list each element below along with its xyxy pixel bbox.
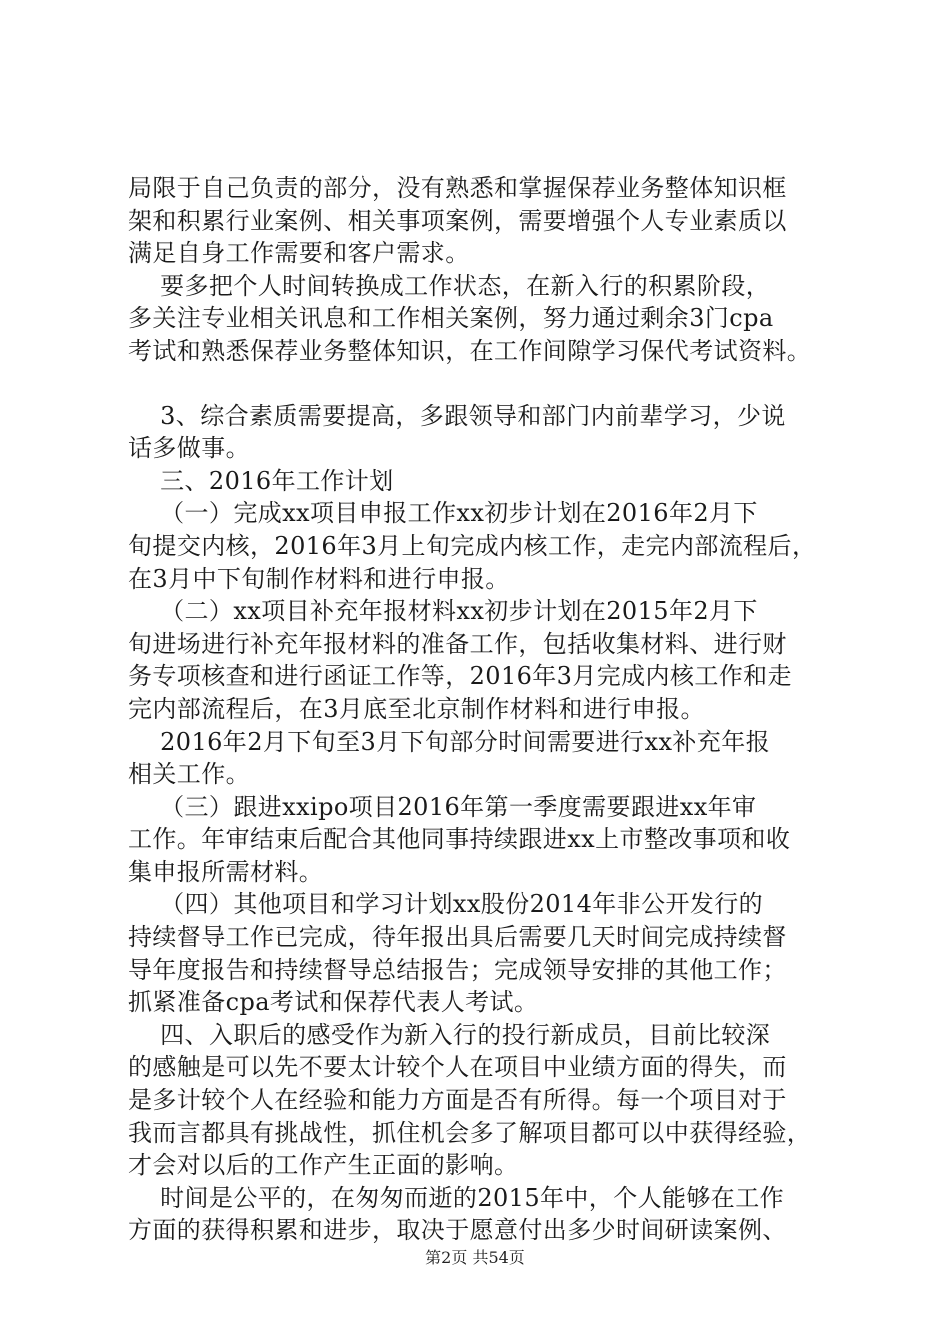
paragraph-2: 要多把个人时间转换成工作状态，在新入行的积累阶段， 多关注专业相关讯息和工作相关案例，努力通过剩余3门cpa 考试和熟悉保荐业务整体知识，在工作间隙学习保代考试资料。: [128, 271, 812, 365]
paragraph-plan-3: （三）跟进xxipo项目2016年第一季度需要跟进xx年审 工作。年审结束后配合其他同事持续跟进xx上市整改事项和收 集申报所需材料。: [128, 792, 791, 886]
paragraph-plan-1: （一）完成xx项目申报工作xx初步计划在2016年2月下 旬提交内核，2016年3月上旬完成内核工作，走完内部流程后， 在3月中下旬制作材料和进行申报。: [128, 499, 817, 593]
section-heading-work-plan: 三、2016年工作计划: [128, 466, 394, 495]
paragraph-1: 局限于自己负责的部分，没有熟悉和掌握保荐业务整体知识框 架和积累行业案例、相关事项案例，需要增强个人专业素质以 满足自身工作需要和客户需求。: [128, 174, 787, 268]
paragraph-plan-2-note: 2016年2月下旬至3月下旬部分时间需要进行xx补充年报 相关工作。: [128, 727, 771, 789]
paragraph-plan-4: （四）其他项目和学习计划xx股份2014年非公开发行的 持续督导工作已完成，待年报出具后需要几天时间完成持续督 导年度报告和持续督导总结报告；完成领导安排的其他工作； 抓紧准备cpa考试和保荐代表人考试。: [128, 890, 787, 1017]
paragraph-plan-2: （二）xx项目补充年报材料xx初步计划在2015年2月下 旬进场进行补充年报材料的准备工作，包括收集材料、进行财 务专项核查和进行函证工作等，2016年3月完成内核工作和走 完内部流程后，在3月底至北京制作材料和进行申报。: [128, 597, 792, 723]
paragraph-closing: 时间是公平的，在匆匆而逝的2015年中，个人能够在工作 方面的获得积累和进步，取决于愿意付出多少时间研读案例、: [128, 1183, 787, 1245]
paragraph-3: 3、综合素质需要提高，多跟领导和部门内前辈学习，少说 话多做事。: [128, 401, 786, 463]
page-number-footer: 第2页 共54页: [425, 1248, 525, 1267]
document-body: [128, 172, 848, 1247]
paragraph-impressions: 四、入职后的感受作为新入行的投行新成员，目前比较深 的感触是可以先不要太计较个人在项目中业绩方面的得失，而 是多计较个人在经验和能力方面是否有所得。每一个项目对于 我而言都具有挑战性，抓住机会多了解项目都可以中获得经验， 才会对以后的工作产生正面的影响。: [128, 1020, 812, 1180]
